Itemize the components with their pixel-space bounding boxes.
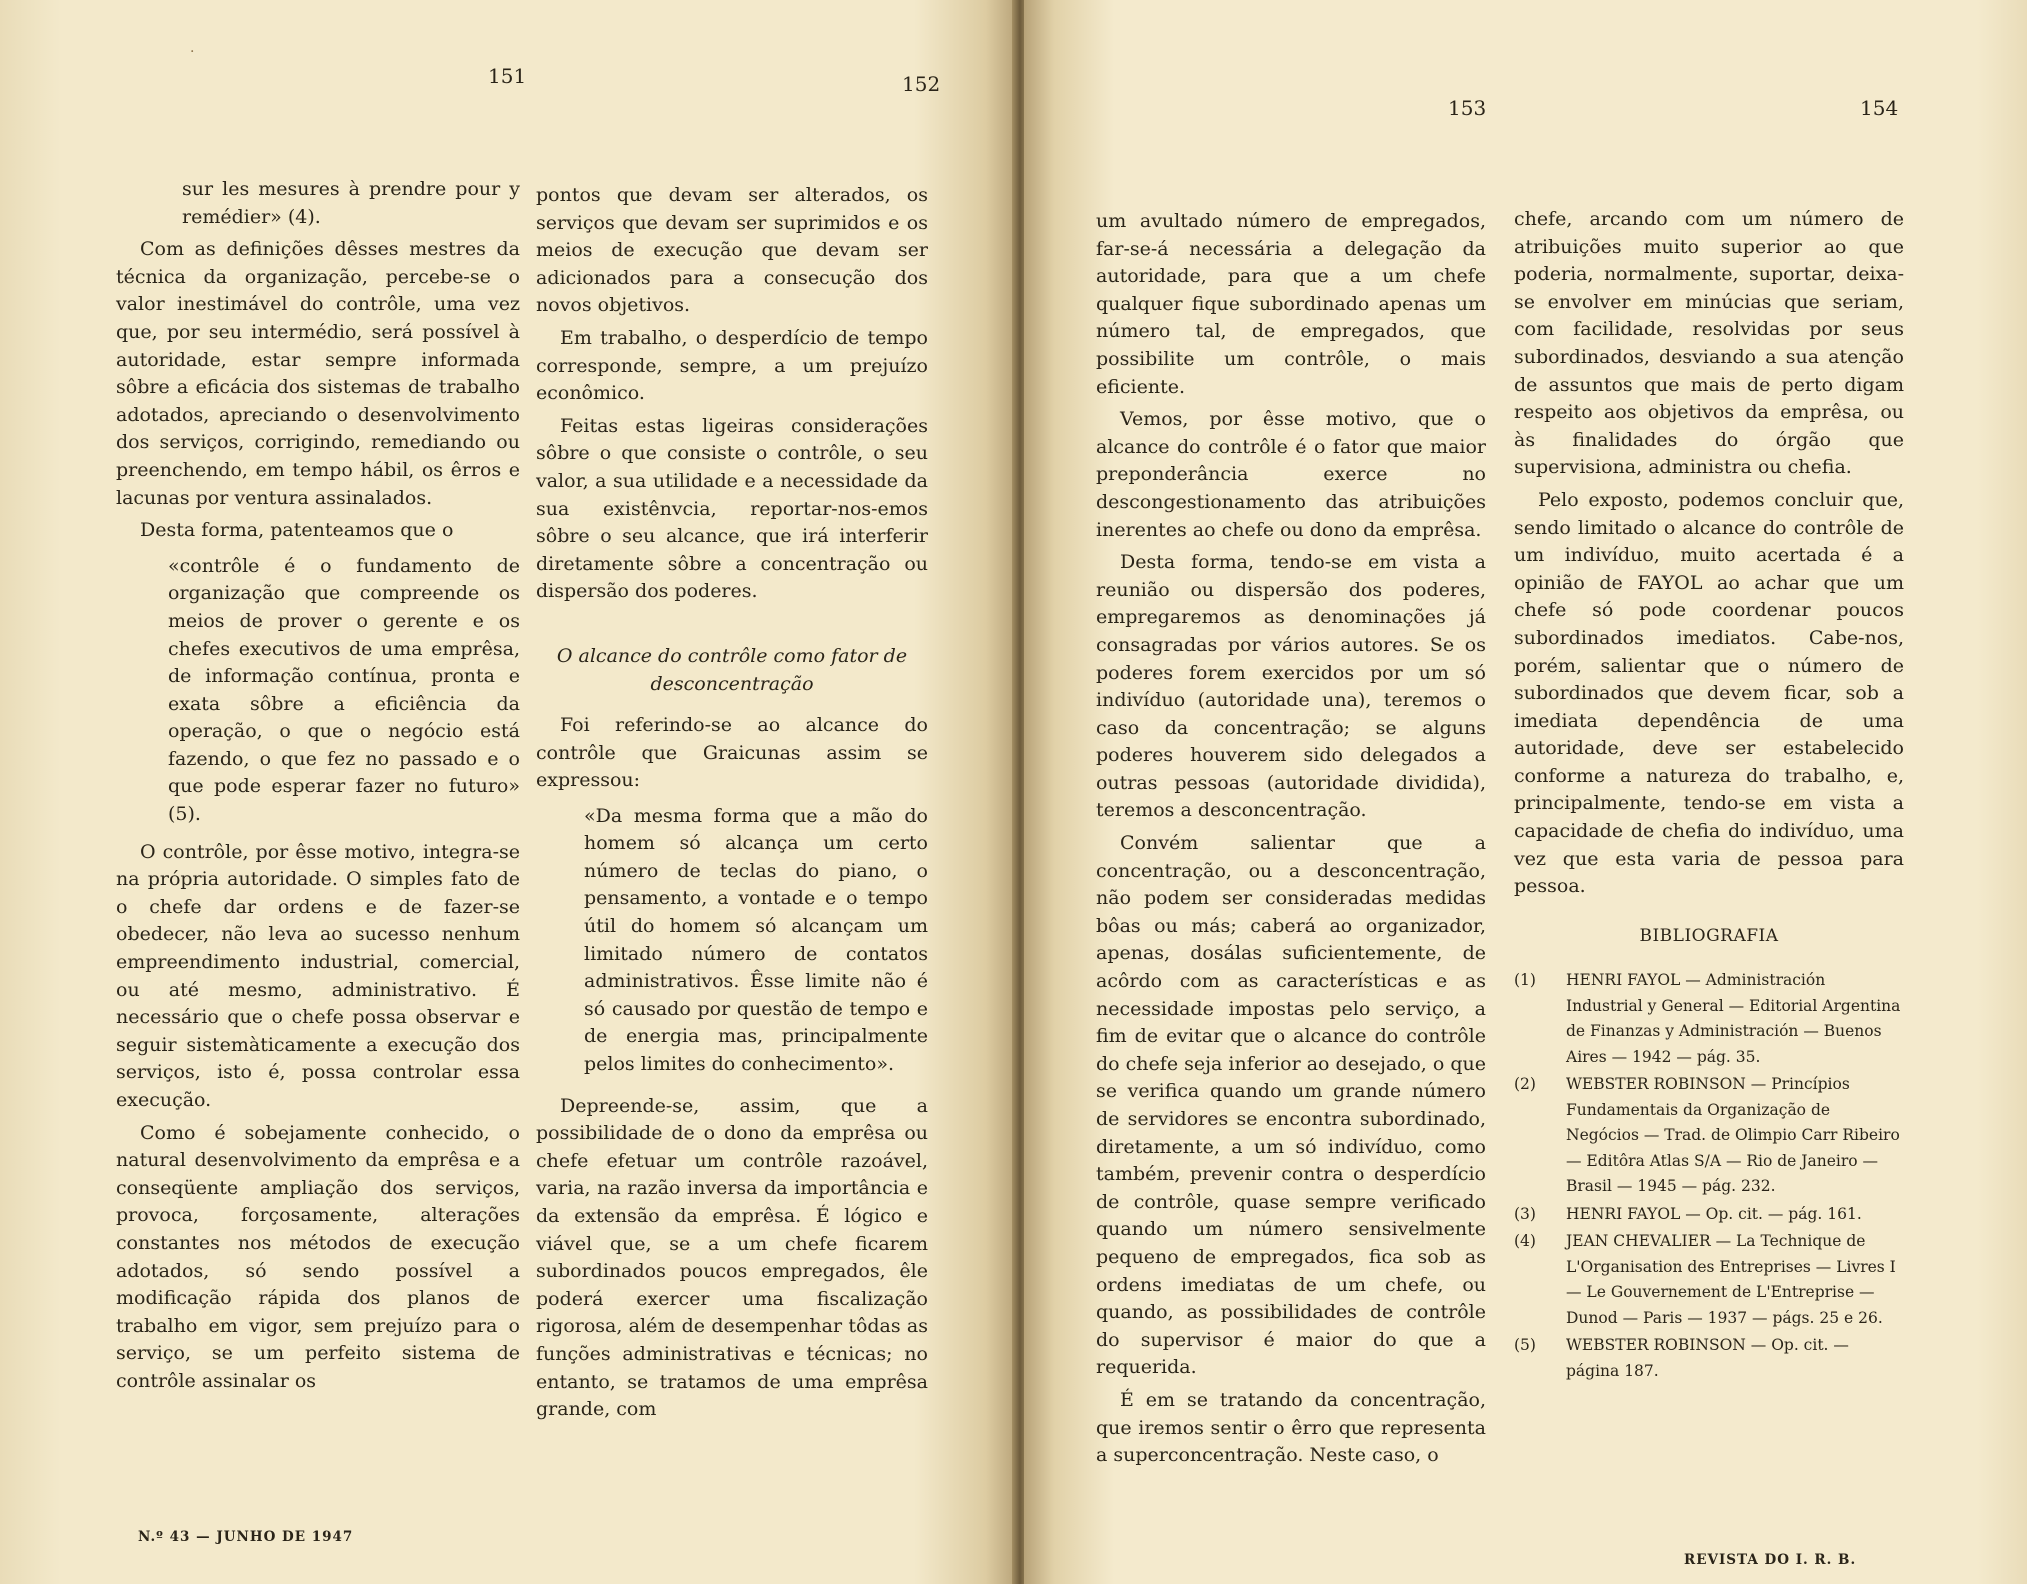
column-page-154: [1514, 206, 1904, 1386]
paragraph: É em se tratando da concentração, que iremos sentir o êrro que representa a superconcentração. Neste caso, o: [1096, 1388, 1486, 1467]
paragraph: Convém salientar que a concentração, ou a desconcentração, não podem ser consideradas medidas bôas ou más; caberá ao organizador, apenas, dosálas suficientemente, de acôrdo com as características e as necessidade impostas pelo serviço, a fim de evitar que o alcance do contrôle do chefe seja inferior ao desejado, o que se verifica quando um grande número de servidores se encontra subordinado, diretamente, a um só indivíduo, como também, prevenir contra o desperdício de contrôle, quase sempre verificado quando um número sensivelmente pequeno de empregados, fica sob as ordens imediatas de um chefe, ou quando, as possibilidades de contrôle do supervisor é maior do que a requerida.: [1096, 832, 1486, 1379]
page-number-154: 154: [1860, 96, 1899, 120]
entry-text: WEBSTER ROBINSON — Op. cit. — página 187.: [1566, 1336, 1849, 1380]
block-quote: «contrôle é o fundamento de organização que compreende os meios de prover o gerente e os chefes executivos de uma emprêsa, de informação contínua, pronta e exata sôbre a eficiência da operação, o que o negócio está fazendo, o que fez no passado e o que pode esperar fazer no futuro» (5).: [168, 554, 520, 826]
entry-text: HENRI FAYOL — Administración Industrial y General — Editorial Argentina de Finanzas y Administración — Buenos Aires — 1942 — pág. 35.: [1566, 971, 1901, 1066]
paragraph: Depreende-se, assim, que a possibilidade de o dono da emprêsa ou chefe efetuar um contrôle razoável, varia, na razão inversa da importância e da extensão da emprêsa. É lógico e viável que, se a um chefe ficarem subordinados poucos empregados, êle poderá exercer uma fiscalização rigorosa, além de desempenhar tôdas as funções administrativas e técnicas; no entanto, se tratamos de uma emprêsa grande, com: [536, 1094, 928, 1421]
page-number-152: 152: [902, 72, 941, 96]
page-footer: REVISTA DO I. R. B.: [1684, 1552, 1857, 1568]
paragraph: Vemos, por êsse motivo, que o alcance do contrôle é o fator que maior preponderância exerce no descongestionamento das atribuições inerentes ao chefe ou dono da emprêsa.: [1096, 408, 1486, 541]
page-number-151: 151: [488, 64, 527, 88]
paragraph: sur les mesures à prendre pour y remédier» (4).: [182, 178, 520, 228]
block-quote: «Da mesma forma que a mão do homem só alcança um certo número de teclas do piano, o pensamento, a vontade e o tempo útil do homem só alcançam um limitado número de contatos administrativos. Êsse limite não é só causado por questão de tempo e de energia mas, principalmente pelos limites do conhecimento».: [584, 804, 928, 1076]
bibliography-entry: [1514, 1333, 1904, 1384]
entry-number: (5): [1514, 1336, 1536, 1355]
entry-number: (2): [1514, 1075, 1536, 1094]
bibliography-entry: [1514, 1229, 1904, 1331]
paragraph: Como é sobejamente conhecido, o natural desenvolvimento da emprêsa e a conseqüente ampliação dos serviços, provoca, forçosamente, alterações constantes nos métodos de execução adotados, só sendo possível a modificação rápida dos planos de trabalho em vigor, sem prejuízo para o serviço, se um perfeito sistema de contrôle assinalar os: [116, 1121, 520, 1392]
ink-mark: ·: [190, 44, 195, 60]
paragraph: Em trabalho, o desperdício de tempo corresponde, sempre, a um prejuízo econômico.: [536, 326, 928, 405]
paragraph: um avultado número de empregados, far-se-á necessária a delegação da autoridade, para que a um chefe qualquer fique subordinado apenas um número tal, de empregados, que possibilite um contrôle, o mais eficiente.: [1096, 210, 1486, 398]
paragraph: Desta forma, patenteamos que o: [140, 519, 454, 542]
entry-number: (4): [1514, 1232, 1536, 1251]
section-subheading: O alcance do contrôle como fator de desconcentração: [556, 644, 908, 695]
entry-number: (1): [1514, 971, 1536, 990]
entry-number: (3): [1514, 1204, 1536, 1223]
paragraph: O contrôle, por êsse motivo, integra-se na própria autoridade. O simples fato de o chefe dar ordens e de fazer-se obedecer, não leva ao sucesso nenhum empreendimento industrial, comercial, ou até mesmo, administrativo. É necessário que o chefe possa observar e seguir sistemàticamente a execução dos serviços, isto é, possa controlar essa execução.: [116, 840, 520, 1111]
bibliography-list: [1514, 968, 1904, 1384]
column-page-153: [1096, 208, 1486, 1470]
paragraph: Com as definições dêsses mestres da técnica da organização, percebe-se o valor inestimável do contrôle, uma vez que, por seu intermédio, será possível à autoridade, estar sempre informada sôbre a eficácia dos sistemas de trabalho adotados, apreciando o desenvolvimento dos serviços, corrigindo, remediando ou preenchendo, em tempo hábil, os êrros e lacunas por ventura assinalados.: [116, 238, 520, 509]
column-page-152: [536, 182, 928, 1424]
entry-text: JEAN CHEVALIER — La Technique de L'Organisation des Entreprises — Livres I — Le Gouvernement de L'Entreprise — Dunod — Paris — 1937 — págs. 25 e 26.: [1566, 1232, 1896, 1327]
bibliography-entry: [1514, 1072, 1904, 1200]
paragraph: Pelo exposto, podemos concluir que, sendo limitado o alcance do contrôle de um indivíduo, muito acertada é a opinião de FAYOL ao achar que um chefe só pode coordenar poucos subordinados imediatos. Cabe-nos, porém, salientar que o número de subordinados que devem ficar, sob a imediata dependência de uma autoridade, deve ser estabelecido conforme a natureza do trabalho, e, principalmente, tendo-se em vista a capacidade de chefia do indivíduo, uma vez que esta varia de pessoa para pessoa.: [1514, 488, 1904, 898]
paragraph: Foi referindo-se ao alcance do contrôle que Graicunas assim se expressou:: [536, 713, 928, 792]
right-page-spread: [1024, 0, 2027, 1584]
bibliography-entry: [1514, 968, 1904, 1070]
page-footer: N.º 43 — JUNHO DE 1947: [138, 1529, 354, 1545]
page-number-153: 153: [1448, 96, 1487, 120]
column-page-151: [116, 176, 520, 1396]
entry-text: HENRI FAYOL — Op. cit. — pág. 161.: [1566, 1204, 1862, 1223]
entry-text: WEBSTER ROBINSON — Princípios Fundamentais da Organização de Negócios — Trad. de Olimpio Carr Ribeiro — Editôra Atlas S/A — Rio de Janeiro — Brasil — 1945 — pág. 232.: [1566, 1075, 1900, 1196]
paragraph: pontos que devam ser alterados, os serviços que devam ser suprimidos e os meios de execução que devam ser adicionados para a consecução dos novos objetivos.: [536, 184, 928, 317]
bibliography-title: BIBLIOGRAFIA: [1639, 925, 1779, 946]
paragraph: chefe, arcando com um número de atribuições muito superior ao que poderia, normalmente, suportar, deixa-se envolver em minúcias que seriam, com facilidade, resolvidas por seus subordinados, desviando a sua atenção de assuntos que mais de perto digam respeito aos objetivos da emprêsa, ou às finalidades do órgão que supervisiona, administra ou chefia.: [1514, 208, 1904, 479]
bibliography-entry: [1514, 1202, 1904, 1228]
paragraph: Feitas estas ligeiras considerações sôbre o que consiste o contrôle, o seu valor, a sua utilidade e a necessidade da sua existênvcia, reportar-nos-emos sôbre o seu alcance, que irá interferir diretamente sôbre a concentração ou dispersão dos poderes.: [536, 414, 928, 603]
paragraph: Desta forma, tendo-se em vista a reunião ou dispersão dos poderes, empregaremos as denominações já consagradas por vários autores. Se os poderes forem exercidos por um só indivíduo (autoridade una), teremos o caso da concentração; se alguns poderes houverem sido delegados a outras pessoas (autoridade dividida), teremos a desconcentração.: [1096, 551, 1486, 822]
